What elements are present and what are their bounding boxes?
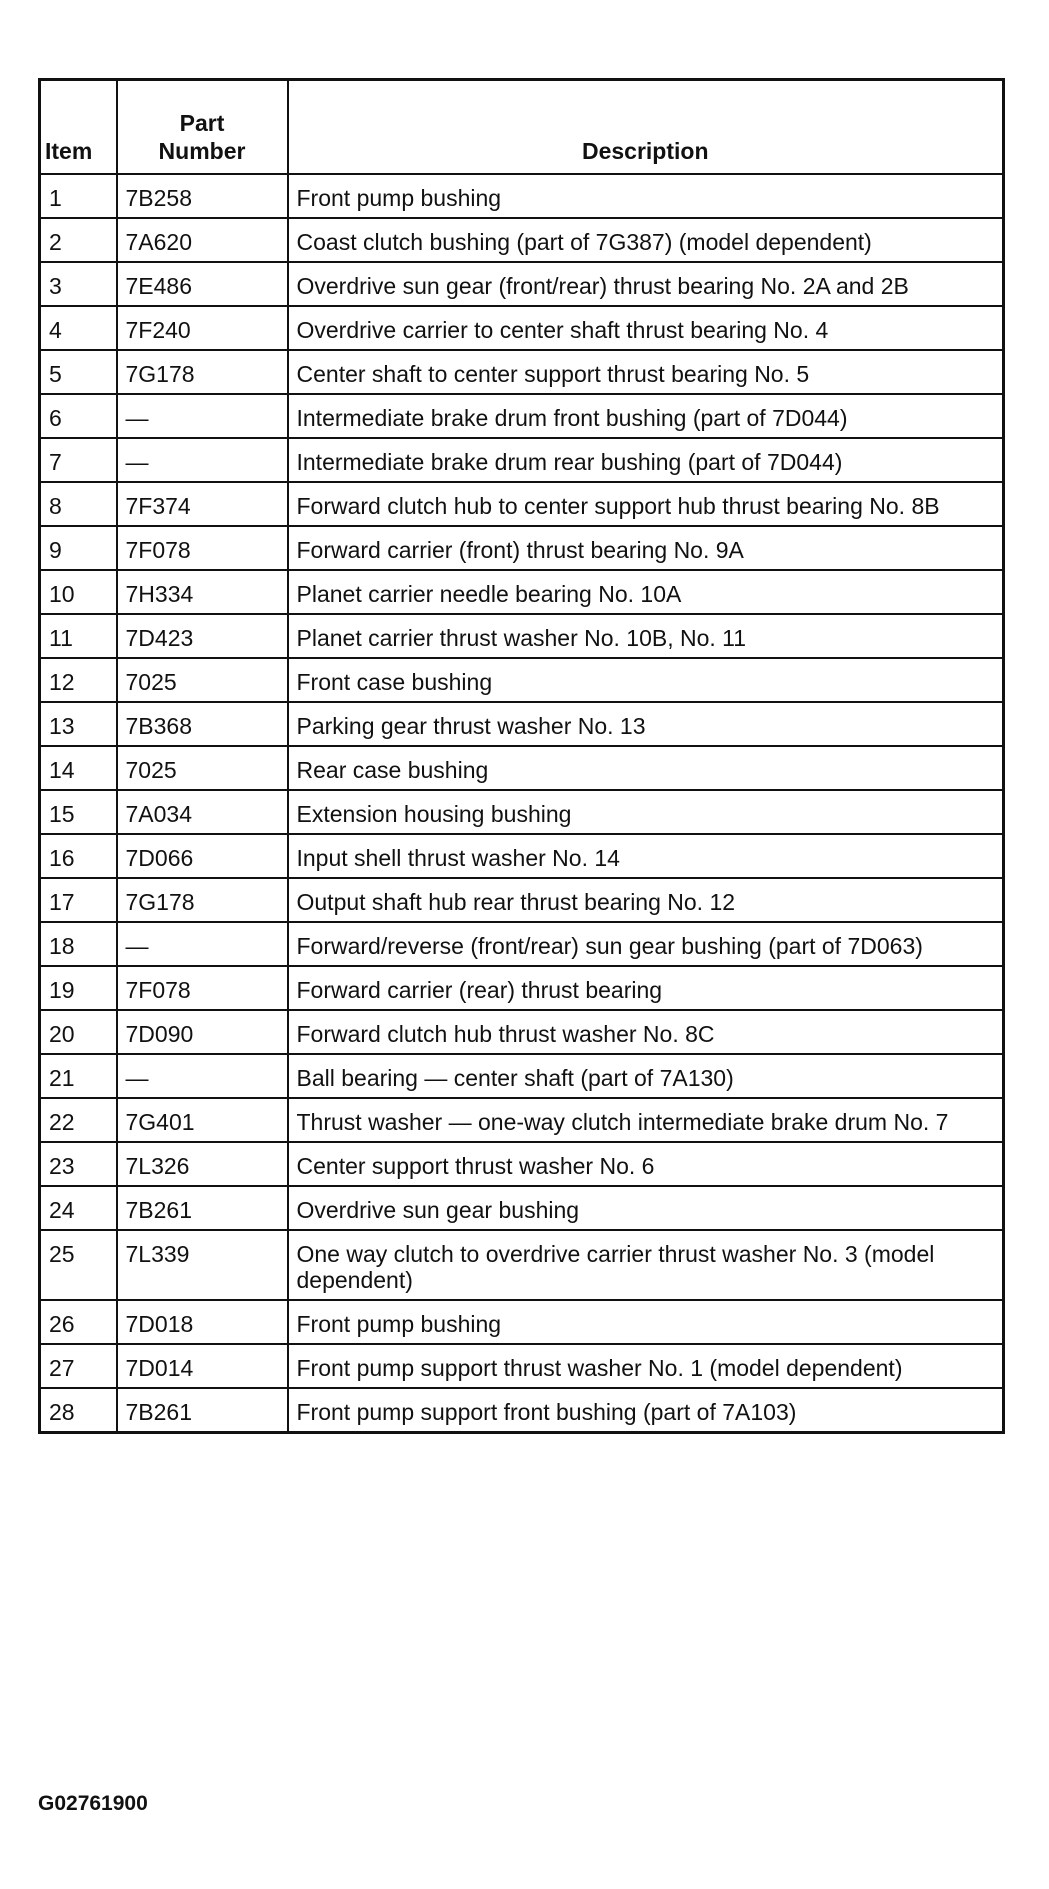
table-row (40, 702, 1004, 746)
item-number: 10 (40, 570, 117, 614)
header-row (40, 80, 1004, 175)
part-description: Front pump support front bushing (part of 7A103) (288, 1388, 1004, 1433)
part-number: 7A034 (117, 790, 288, 834)
part-number: 7H334 (117, 570, 288, 614)
part-number: 7D090 (117, 1010, 288, 1054)
table-row (40, 218, 1004, 262)
table-row (40, 1142, 1004, 1186)
part-number: 7E486 (117, 262, 288, 306)
part-number: 7D018 (117, 1300, 288, 1344)
table-row (40, 1388, 1004, 1433)
part-description: Front pump support thrust washer No. 1 (model dependent) (288, 1344, 1004, 1388)
part-description: Coast clutch bushing (part of 7G387) (model dependent) (288, 218, 1004, 262)
table-row (40, 482, 1004, 526)
part-description: Planet carrier needle bearing No. 10A (288, 570, 1004, 614)
part-description: Planet carrier thrust washer No. 10B, No. 11 (288, 614, 1004, 658)
table-row (40, 526, 1004, 570)
item-number: 13 (40, 702, 117, 746)
table-row (40, 262, 1004, 306)
part-number: 7G401 (117, 1098, 288, 1142)
item-number: 17 (40, 878, 117, 922)
table-row (40, 966, 1004, 1010)
part-number: 7L326 (117, 1142, 288, 1186)
part-number: — (117, 1054, 288, 1098)
part-description: Overdrive sun gear (front/rear) thrust bearing No. 2A and 2B (288, 262, 1004, 306)
part-description: Front case bushing (288, 658, 1004, 702)
part-description: Front pump bushing (288, 174, 1004, 218)
item-number: 21 (40, 1054, 117, 1098)
item-number: 5 (40, 350, 117, 394)
item-number: 26 (40, 1300, 117, 1344)
part-description: Extension housing bushing (288, 790, 1004, 834)
part-description: Forward carrier (front) thrust bearing No. 9A (288, 526, 1004, 570)
item-number: 7 (40, 438, 117, 482)
part-number: 7L339 (117, 1230, 288, 1300)
part-description: Rear case bushing (288, 746, 1004, 790)
table-row (40, 658, 1004, 702)
item-number: 22 (40, 1098, 117, 1142)
part-number: 7B368 (117, 702, 288, 746)
item-number: 20 (40, 1010, 117, 1054)
figure-code: G02761900 (38, 1792, 148, 1815)
part-description: Input shell thrust washer No. 14 (288, 834, 1004, 878)
part-number: 7F078 (117, 526, 288, 570)
item-number: 24 (40, 1186, 117, 1230)
item-number: 3 (40, 262, 117, 306)
parts-table (38, 78, 1005, 1434)
table-row (40, 1186, 1004, 1230)
part-number: — (117, 922, 288, 966)
part-description: Center shaft to center support thrust bearing No. 5 (288, 350, 1004, 394)
part-description: Ball bearing — center shaft (part of 7A130) (288, 1054, 1004, 1098)
part-number: 7B261 (117, 1186, 288, 1230)
part-number: — (117, 394, 288, 438)
header-part-line1: Part (179, 110, 225, 136)
item-number: 14 (40, 746, 117, 790)
header-description: Description (288, 80, 1004, 175)
part-number: 7025 (117, 746, 288, 790)
part-description: Thrust washer — one-way clutch intermediate brake drum No. 7 (288, 1098, 1004, 1142)
part-number: 7A620 (117, 218, 288, 262)
table-row (40, 746, 1004, 790)
part-number: 7D066 (117, 834, 288, 878)
item-number: 23 (40, 1142, 117, 1186)
part-number: 7F078 (117, 966, 288, 1010)
table-row (40, 438, 1004, 482)
header-item: Item (40, 80, 117, 175)
part-number: 7G178 (117, 350, 288, 394)
part-description: Intermediate brake drum front bushing (part of 7D044) (288, 394, 1004, 438)
table-row (40, 350, 1004, 394)
item-number: 19 (40, 966, 117, 1010)
table-row (40, 1098, 1004, 1142)
table-row (40, 878, 1004, 922)
part-description: Overdrive carrier to center shaft thrust bearing No. 4 (288, 306, 1004, 350)
table-body (40, 174, 1004, 1433)
part-description: Forward clutch hub to center support hub thrust bearing No. 8B (288, 482, 1004, 526)
part-number: 7G178 (117, 878, 288, 922)
item-number: 2 (40, 218, 117, 262)
item-number: 15 (40, 790, 117, 834)
part-description: Output shaft hub rear thrust bearing No. 12 (288, 878, 1004, 922)
table-row (40, 570, 1004, 614)
part-description: One way clutch to overdrive carrier thrust washer No. 3 (model dependent) (288, 1230, 1004, 1300)
table-row (40, 174, 1004, 218)
part-description: Forward/reverse (front/rear) sun gear bushing (part of 7D063) (288, 922, 1004, 966)
table-row (40, 1054, 1004, 1098)
part-number: 7D014 (117, 1344, 288, 1388)
item-number: 27 (40, 1344, 117, 1388)
item-number: 25 (40, 1230, 117, 1300)
part-number: — (117, 438, 288, 482)
item-number: 12 (40, 658, 117, 702)
item-number: 16 (40, 834, 117, 878)
table-row (40, 1010, 1004, 1054)
part-description: Forward carrier (rear) thrust bearing (288, 966, 1004, 1010)
item-number: 4 (40, 306, 117, 350)
table-row (40, 614, 1004, 658)
item-number: 11 (40, 614, 117, 658)
item-number: 1 (40, 174, 117, 218)
table-row (40, 306, 1004, 350)
table-row (40, 922, 1004, 966)
part-description: Intermediate brake drum rear bushing (part of 7D044) (288, 438, 1004, 482)
part-number: 7D423 (117, 614, 288, 658)
table-row (40, 790, 1004, 834)
table-row (40, 834, 1004, 878)
header-part-number (117, 80, 288, 175)
table-row (40, 1230, 1004, 1300)
part-description: Front pump bushing (288, 1300, 1004, 1344)
part-number: 7F240 (117, 306, 288, 350)
part-description: Center support thrust washer No. 6 (288, 1142, 1004, 1186)
part-number: 7B258 (117, 174, 288, 218)
item-number: 6 (40, 394, 117, 438)
part-number: 7025 (117, 658, 288, 702)
part-description: Overdrive sun gear bushing (288, 1186, 1004, 1230)
part-number: 7F374 (117, 482, 288, 526)
item-number: 8 (40, 482, 117, 526)
part-description: Parking gear thrust washer No. 13 (288, 702, 1004, 746)
part-number: 7B261 (117, 1388, 288, 1433)
item-number: 9 (40, 526, 117, 570)
table-row (40, 1344, 1004, 1388)
part-description: Forward clutch hub thrust washer No. 8C (288, 1010, 1004, 1054)
table-row (40, 1300, 1004, 1344)
table-row (40, 394, 1004, 438)
item-number: 18 (40, 922, 117, 966)
item-number: 28 (40, 1388, 117, 1433)
header-part-line2: Number (158, 138, 246, 164)
